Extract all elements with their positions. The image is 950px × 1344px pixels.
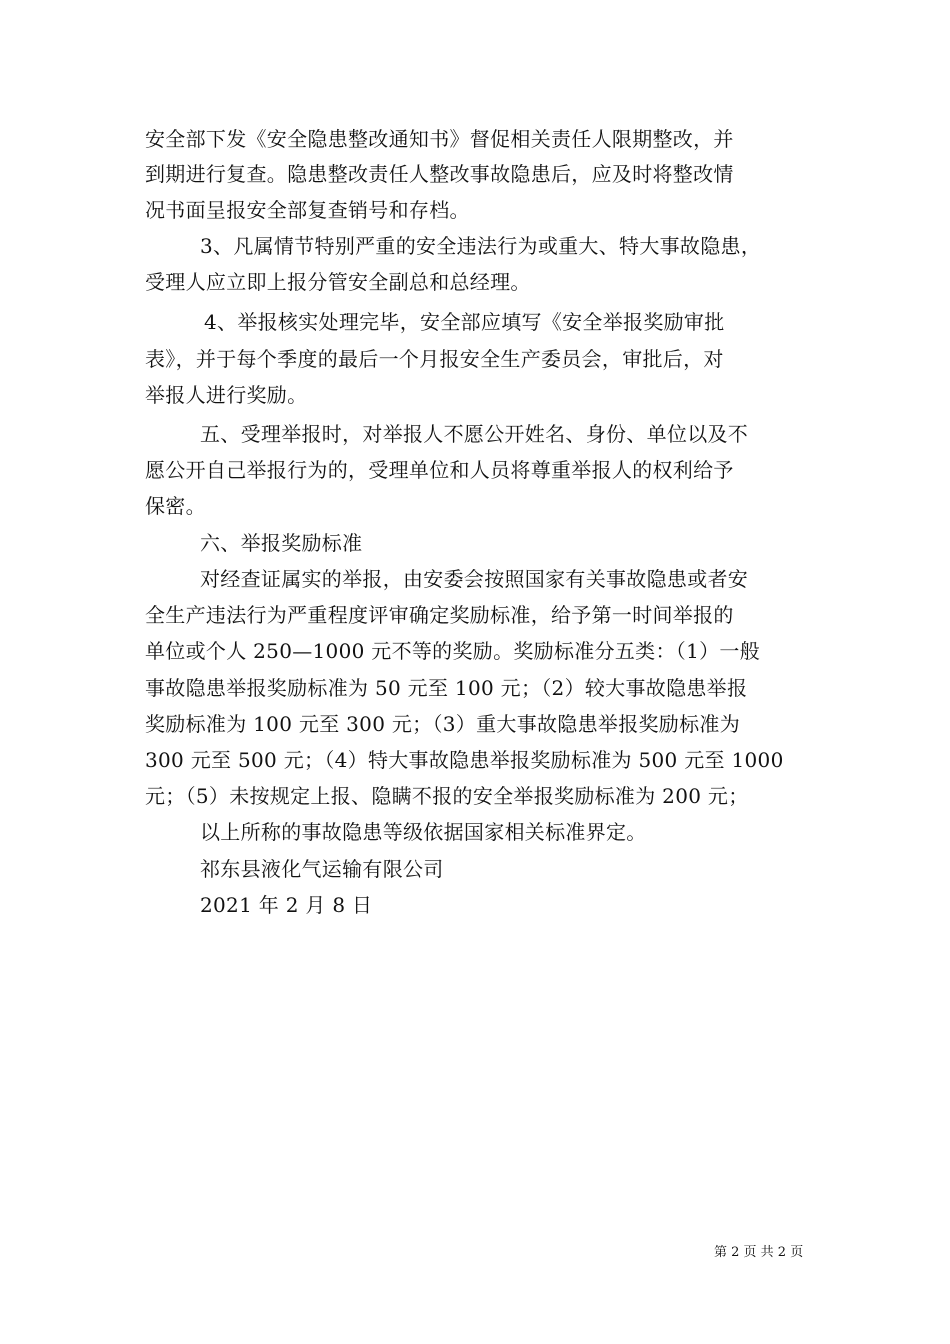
text-line: 以上所称的事故隐患等级依据国家相关标准界定。 xyxy=(200,820,647,844)
text-line: 到期进行复查。隐患整改责任人整改事故隐患后，应及时将整改情 xyxy=(145,162,734,186)
text-line: 举报人进行奖励。 xyxy=(145,383,308,407)
text-line: 元；（5）未按规定上报、隐瞒不报的安全举报奖励标准为 200 元； xyxy=(145,784,749,808)
text-line: 对经查证属实的举报，由安委会按照国家有关事故隐患或者安 xyxy=(200,567,749,591)
text-line: 愿公开自己举报行为的，受理单位和人员将尊重举报人的权利给予 xyxy=(145,458,734,482)
text-line: 奖励标准为 100 元至 300 元；（3）重大事故隐患举报奖励标准为 xyxy=(145,712,741,736)
text-line: 单位或个人 250—1000 元不等的奖励。奖励标准分五类：（1）一般 xyxy=(145,639,761,663)
company-signature: 祁东县液化气运输有限公司 xyxy=(200,857,444,881)
text-line: 4、举报核实处理完毕，安全部应填写《安全举报奖励审批 xyxy=(204,310,725,334)
text-line: 3、凡属情节特别严重的安全违法行为或重大、特大事故隐患， xyxy=(200,234,762,258)
page-number-footer: 第 2 页 共 2 页 xyxy=(714,1245,804,1260)
section-heading: 六、举报奖励标准 xyxy=(200,531,363,555)
text-line: 保密。 xyxy=(145,494,206,518)
text-line: 况书面呈报安全部复查销号和存档。 xyxy=(145,198,470,222)
text-line: 事故隐患举报奖励标准为 50 元至 100 元；（2）较大事故隐患举报 xyxy=(145,676,748,700)
text-line: 表》，并于每个季度的最后一个月报安全生产委员会，审批后，对 xyxy=(145,347,724,371)
document-date: 2021 年 2 月 8 日 xyxy=(200,893,373,917)
text-line: 受理人应立即上报分管安全副总和总经理。 xyxy=(145,270,531,294)
text-line: 五、受理举报时，对举报人不愿公开姓名、身份、单位以及不 xyxy=(200,422,749,446)
text-line: 安全部下发《安全隐患整改通知书》督促相关责任人限期整改，并 xyxy=(145,127,734,151)
text-line: 300 元至 500 元；（4）特大事故隐患举报奖励标准为 500 元至 1000 xyxy=(145,748,784,772)
text-line: 全生产违法行为严重程度评审确定奖励标准，给予第一时间举报的 xyxy=(145,603,734,627)
